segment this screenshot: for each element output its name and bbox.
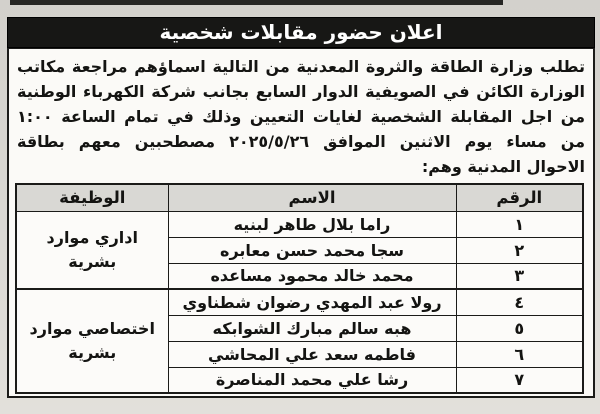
cell-name: هبه سالم مبارك الشوابكه [168, 315, 456, 341]
announcement-ad [7, 17, 595, 398]
cell-name: محمد خالد محمود مساعده [168, 263, 456, 289]
paragraph-line: من اجل المقابلة الشخصية لغايات التعيين وذلك في تمام الساعة ١:٠٠ [17, 107, 585, 126]
cell-job-group: اداري موارد بشرية [16, 211, 168, 289]
cell-number: ٦ [456, 341, 583, 367]
paragraph-line: الاحوال المدنية وهم: [421, 157, 585, 176]
ad-title: اعلان حضور مقابلات شخصية [159, 19, 443, 44]
ad-body [7, 48, 595, 398]
cell-number: ٣ [456, 263, 583, 289]
adjacent-ad-remnant [10, 0, 503, 5]
paragraph-line: الوزارة الكائن في الصويفية الدوار السابع بجانب شركة الكهرباء الوطنية [17, 82, 585, 101]
ad-title-bar [7, 17, 595, 48]
table-row [16, 211, 583, 237]
cell-number: ٤ [456, 289, 583, 315]
cell-number: ٥ [456, 315, 583, 341]
cell-name: راما بلال طاهر لبنيه [168, 211, 456, 237]
cell-name: رولا عبد المهدي رضوان شطناوي [168, 289, 456, 315]
header-name: الاسم [168, 184, 456, 211]
interview-roster-table [15, 183, 584, 394]
paragraph-line: من مساء يوم الاثنين الموافق ٢٠٢٥/٥/٢٦ مصطحبين معهم بطاقة [17, 132, 585, 151]
paragraph-line: تطلب وزارة الطاقة والثروة المعدنية من التالية اسماؤهم مراجعة مكاتب [17, 57, 585, 76]
table-row [16, 289, 583, 315]
cell-number: ٧ [456, 367, 583, 393]
cell-name: فاطمه سعد علي المحاشي [168, 341, 456, 367]
cell-number: ١ [456, 211, 583, 237]
cell-job-group: اختصاصي موارد بشرية [16, 289, 168, 393]
announcement-paragraph [9, 49, 593, 180]
table-header-row [16, 184, 583, 211]
cell-name: رشا علي محمد المناصرة [168, 367, 456, 393]
header-job: الوظيفة [16, 184, 168, 211]
header-number: الرقم [456, 184, 583, 211]
cell-name: سجا محمد حسن معابره [168, 237, 456, 263]
cell-number: ٢ [456, 237, 583, 263]
